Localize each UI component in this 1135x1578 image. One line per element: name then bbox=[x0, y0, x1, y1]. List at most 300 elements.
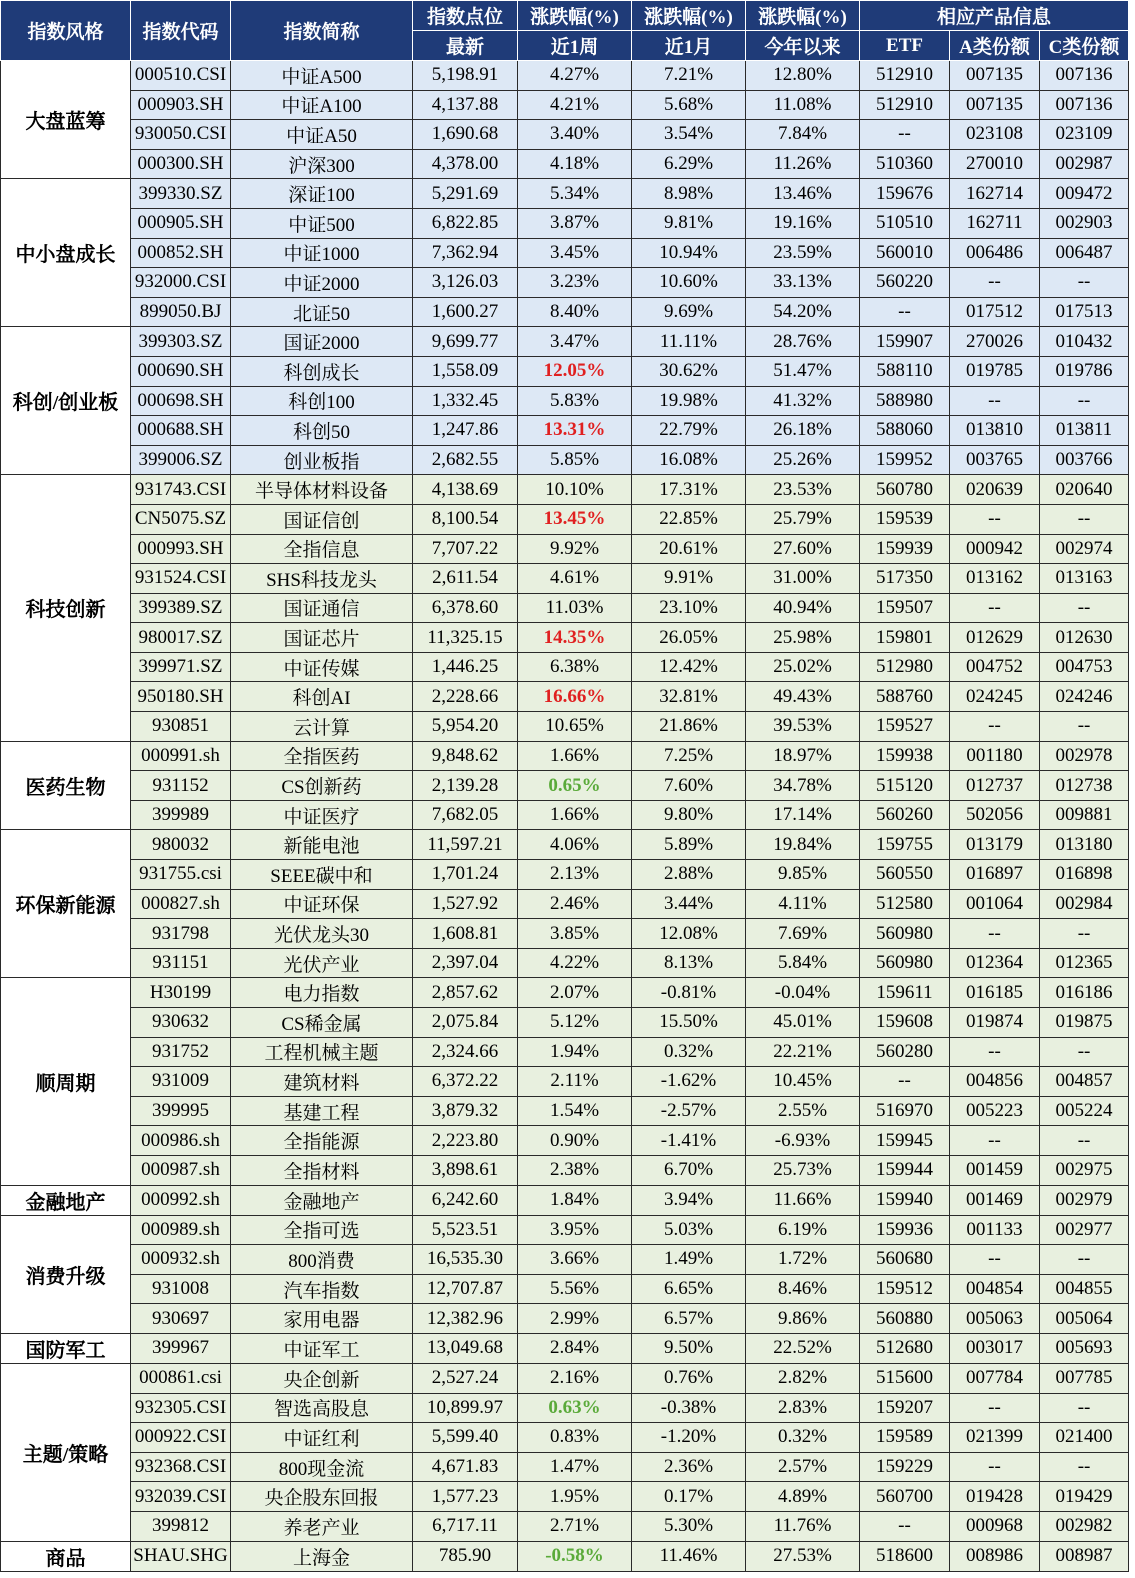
week-change-cell: 13.31% bbox=[518, 416, 632, 446]
table-row bbox=[1, 149, 1129, 179]
etf-cell: 159944 bbox=[860, 1155, 950, 1185]
a-share-cell: -- bbox=[950, 1452, 1040, 1482]
ytd-change-cell: 26.18% bbox=[746, 416, 860, 446]
month-change-cell: 12.08% bbox=[632, 919, 746, 949]
ytd-change-cell: 27.60% bbox=[746, 534, 860, 564]
etf-cell: 159539 bbox=[860, 504, 950, 534]
name-cell: 养老产业 bbox=[231, 1511, 413, 1541]
week-change-cell: 4.61% bbox=[518, 564, 632, 594]
ytd-change-cell: 12.80% bbox=[746, 61, 860, 91]
name-cell: 国证通信 bbox=[231, 593, 413, 623]
etf-cell: 159589 bbox=[860, 1423, 950, 1453]
ytd-change-cell: 10.45% bbox=[746, 1067, 860, 1097]
month-change-cell: -1.20% bbox=[632, 1423, 746, 1453]
week-change-cell: 3.23% bbox=[518, 268, 632, 298]
name-cell: 科创成长 bbox=[231, 356, 413, 386]
points-cell: 1,558.09 bbox=[413, 356, 518, 386]
name-cell: 央企股东回报 bbox=[231, 1482, 413, 1512]
week-change-cell: 0.63% bbox=[518, 1393, 632, 1423]
name-cell: 创业板指 bbox=[231, 445, 413, 475]
c-share-cell: 019875 bbox=[1040, 1008, 1129, 1038]
month-change-cell: 9.81% bbox=[632, 208, 746, 238]
c-share-cell: 004753 bbox=[1040, 652, 1129, 682]
ytd-change-cell: 25.26% bbox=[746, 445, 860, 475]
c-share-cell: 007785 bbox=[1040, 1363, 1129, 1393]
month-change-cell: 3.54% bbox=[632, 120, 746, 150]
c-share-cell: 024246 bbox=[1040, 682, 1129, 712]
points-cell: 6,822.85 bbox=[413, 208, 518, 238]
a-share-cell: 270026 bbox=[950, 327, 1040, 357]
name-cell: 北证50 bbox=[231, 297, 413, 327]
code-cell: 399995 bbox=[131, 1096, 231, 1126]
month-change-cell: 30.62% bbox=[632, 356, 746, 386]
etf-cell: 159945 bbox=[860, 1126, 950, 1156]
ytd-change-cell: 9.85% bbox=[746, 860, 860, 890]
c-share-cell: 002903 bbox=[1040, 208, 1129, 238]
ytd-change-cell: 45.01% bbox=[746, 1008, 860, 1038]
a-share-cell: 019874 bbox=[950, 1008, 1040, 1038]
a-share-cell: 502056 bbox=[950, 800, 1040, 830]
week-change-cell: 2.71% bbox=[518, 1511, 632, 1541]
a-share-cell: 007784 bbox=[950, 1363, 1040, 1393]
table-row bbox=[1, 534, 1129, 564]
c-share-cell: 021400 bbox=[1040, 1423, 1129, 1453]
table-row bbox=[1, 712, 1129, 742]
a-share-cell: 012364 bbox=[950, 948, 1040, 978]
name-cell: 中证军工 bbox=[231, 1333, 413, 1363]
week-change-cell: 5.12% bbox=[518, 1008, 632, 1038]
ytd-change-cell: 7.84% bbox=[746, 120, 860, 150]
table-row bbox=[1, 860, 1129, 890]
a-share-cell: 001459 bbox=[950, 1155, 1040, 1185]
month-change-cell: 5.68% bbox=[632, 90, 746, 120]
etf-cell: 560980 bbox=[860, 948, 950, 978]
a-share-cell: -- bbox=[950, 1037, 1040, 1067]
week-change-cell: 1.47% bbox=[518, 1452, 632, 1482]
week-change-cell: 2.13% bbox=[518, 860, 632, 890]
c-share-cell: -- bbox=[1040, 593, 1129, 623]
a-share-cell: 019428 bbox=[950, 1482, 1040, 1512]
points-cell: 1,690.68 bbox=[413, 120, 518, 150]
ytd-change-cell: 23.53% bbox=[746, 475, 860, 505]
ytd-change-cell: 5.84% bbox=[746, 948, 860, 978]
month-change-cell: 17.31% bbox=[632, 475, 746, 505]
points-cell: 1,446.25 bbox=[413, 652, 518, 682]
ytd-change-cell: 9.86% bbox=[746, 1304, 860, 1334]
a-share-cell: 001180 bbox=[950, 741, 1040, 771]
month-change-cell: 8.13% bbox=[632, 948, 746, 978]
c-share-cell: -- bbox=[1040, 1245, 1129, 1275]
code-cell: H30199 bbox=[131, 978, 231, 1008]
name-cell: 沪深300 bbox=[231, 149, 413, 179]
etf-cell: 560280 bbox=[860, 1037, 950, 1067]
table-row bbox=[1, 1452, 1129, 1482]
a-share-cell: 001064 bbox=[950, 889, 1040, 919]
month-change-cell: 6.65% bbox=[632, 1274, 746, 1304]
ytd-change-cell: 22.21% bbox=[746, 1037, 860, 1067]
name-cell: 半导体材料设备 bbox=[231, 475, 413, 505]
table-body bbox=[1, 61, 1129, 1572]
etf-cell: 159611 bbox=[860, 978, 950, 1008]
table-row bbox=[1, 356, 1129, 386]
week-change-cell: 9.92% bbox=[518, 534, 632, 564]
points-cell: 5,198.91 bbox=[413, 61, 518, 91]
c-share-cell: 005224 bbox=[1040, 1096, 1129, 1126]
code-cell: 000922.CSI bbox=[131, 1423, 231, 1453]
code-cell: 000986.sh bbox=[131, 1126, 231, 1156]
header-change-week: 涨跌幅(%) bbox=[518, 1, 632, 31]
name-cell: 光伏产业 bbox=[231, 948, 413, 978]
code-cell: 000905.SH bbox=[131, 208, 231, 238]
name-cell: CS稀金属 bbox=[231, 1008, 413, 1038]
ytd-change-cell: 2.83% bbox=[746, 1393, 860, 1423]
week-change-cell: 2.46% bbox=[518, 889, 632, 919]
c-share-cell: 007136 bbox=[1040, 90, 1129, 120]
ytd-change-cell: 51.47% bbox=[746, 356, 860, 386]
c-share-cell: 019786 bbox=[1040, 356, 1129, 386]
code-cell: 000852.SH bbox=[131, 238, 231, 268]
etf-cell: 159512 bbox=[860, 1274, 950, 1304]
etf-cell: -- bbox=[860, 297, 950, 327]
c-share-cell: 012738 bbox=[1040, 771, 1129, 801]
c-share-cell: 016186 bbox=[1040, 978, 1129, 1008]
name-cell: 科创50 bbox=[231, 416, 413, 446]
name-cell: SEEE碳中和 bbox=[231, 860, 413, 890]
month-change-cell: 26.05% bbox=[632, 623, 746, 653]
code-cell: 399971.SZ bbox=[131, 652, 231, 682]
points-cell: 1,600.27 bbox=[413, 297, 518, 327]
ytd-change-cell: 17.14% bbox=[746, 800, 860, 830]
name-cell: 中证红利 bbox=[231, 1423, 413, 1453]
month-change-cell: 6.57% bbox=[632, 1304, 746, 1334]
table-row bbox=[1, 268, 1129, 298]
table-row bbox=[1, 1423, 1129, 1453]
table-row bbox=[1, 1274, 1129, 1304]
name-cell: 国证信创 bbox=[231, 504, 413, 534]
header-code: 指数代码 bbox=[131, 1, 231, 61]
name-cell: 中证500 bbox=[231, 208, 413, 238]
month-change-cell: 9.91% bbox=[632, 564, 746, 594]
table-row bbox=[1, 564, 1129, 594]
subheader-latest: 最新 bbox=[413, 31, 518, 61]
c-share-cell: 012365 bbox=[1040, 948, 1129, 978]
table-row bbox=[1, 978, 1129, 1008]
name-cell: 汽车指数 bbox=[231, 1274, 413, 1304]
a-share-cell: 013162 bbox=[950, 564, 1040, 594]
points-cell: 1,608.81 bbox=[413, 919, 518, 949]
ytd-change-cell: 4.11% bbox=[746, 889, 860, 919]
a-share-cell: 162711 bbox=[950, 208, 1040, 238]
a-share-cell: 006486 bbox=[950, 238, 1040, 268]
week-change-cell: 2.11% bbox=[518, 1067, 632, 1097]
name-cell: 全指信息 bbox=[231, 534, 413, 564]
code-cell: 932368.CSI bbox=[131, 1452, 231, 1482]
month-change-cell: 11.11% bbox=[632, 327, 746, 357]
a-share-cell: 007135 bbox=[950, 90, 1040, 120]
table-row bbox=[1, 1096, 1129, 1126]
week-change-cell: 13.45% bbox=[518, 504, 632, 534]
code-cell: 000991.sh bbox=[131, 741, 231, 771]
ytd-change-cell: 13.46% bbox=[746, 179, 860, 209]
etf-cell: 159676 bbox=[860, 179, 950, 209]
week-change-cell: 3.45% bbox=[518, 238, 632, 268]
category-cell: 科创/创业板 bbox=[1, 327, 131, 475]
month-change-cell: 7.60% bbox=[632, 771, 746, 801]
table-row bbox=[1, 179, 1129, 209]
ytd-change-cell: 11.26% bbox=[746, 149, 860, 179]
month-change-cell: 9.80% bbox=[632, 800, 746, 830]
month-change-cell: 0.76% bbox=[632, 1363, 746, 1393]
etf-cell: 588060 bbox=[860, 416, 950, 446]
week-change-cell: 2.38% bbox=[518, 1155, 632, 1185]
points-cell: 1,332.45 bbox=[413, 386, 518, 416]
etf-cell: -- bbox=[860, 120, 950, 150]
a-share-cell: -- bbox=[950, 712, 1040, 742]
code-cell: 932000.CSI bbox=[131, 268, 231, 298]
points-cell: 1,577.23 bbox=[413, 1482, 518, 1512]
name-cell: 智选高股息 bbox=[231, 1393, 413, 1423]
week-change-cell: 3.66% bbox=[518, 1245, 632, 1275]
c-share-cell: 002982 bbox=[1040, 1511, 1129, 1541]
week-change-cell: 0.90% bbox=[518, 1126, 632, 1156]
name-cell: 全指能源 bbox=[231, 1126, 413, 1156]
name-cell: 深证100 bbox=[231, 179, 413, 209]
subheader-c-share: C类份额 bbox=[1040, 31, 1129, 61]
etf-cell: 159507 bbox=[860, 593, 950, 623]
table-row bbox=[1, 1541, 1129, 1571]
c-share-cell: -- bbox=[1040, 268, 1129, 298]
a-share-cell: -- bbox=[950, 1245, 1040, 1275]
week-change-cell: 2.16% bbox=[518, 1363, 632, 1393]
a-share-cell: 001133 bbox=[950, 1215, 1040, 1245]
header-change-month: 涨跌幅(%) bbox=[632, 1, 746, 31]
etf-cell: 159527 bbox=[860, 712, 950, 742]
points-cell: 2,228.66 bbox=[413, 682, 518, 712]
week-change-cell: 2.84% bbox=[518, 1333, 632, 1363]
points-cell: 2,611.54 bbox=[413, 564, 518, 594]
points-cell: 5,954.20 bbox=[413, 712, 518, 742]
etf-cell: 515120 bbox=[860, 771, 950, 801]
table-row bbox=[1, 1008, 1129, 1038]
etf-cell: 560780 bbox=[860, 475, 950, 505]
subheader-week: 近1周 bbox=[518, 31, 632, 61]
week-change-cell: 16.66% bbox=[518, 682, 632, 712]
a-share-cell: -- bbox=[950, 268, 1040, 298]
points-cell: 5,599.40 bbox=[413, 1423, 518, 1453]
etf-cell: 512580 bbox=[860, 889, 950, 919]
table-row bbox=[1, 1333, 1129, 1363]
month-change-cell: -1.62% bbox=[632, 1067, 746, 1097]
c-share-cell: 010432 bbox=[1040, 327, 1129, 357]
c-share-cell: -- bbox=[1040, 504, 1129, 534]
points-cell: 7,362.94 bbox=[413, 238, 518, 268]
week-change-cell: 1.54% bbox=[518, 1096, 632, 1126]
etf-cell: 512910 bbox=[860, 61, 950, 91]
ytd-change-cell: 8.46% bbox=[746, 1274, 860, 1304]
name-cell: 基建工程 bbox=[231, 1096, 413, 1126]
month-change-cell: 1.49% bbox=[632, 1245, 746, 1275]
name-cell: 科创100 bbox=[231, 386, 413, 416]
week-change-cell: 5.34% bbox=[518, 179, 632, 209]
c-share-cell: 013811 bbox=[1040, 416, 1129, 446]
month-change-cell: 10.60% bbox=[632, 268, 746, 298]
table-row bbox=[1, 1037, 1129, 1067]
ytd-change-cell: 22.52% bbox=[746, 1333, 860, 1363]
month-change-cell: 22.79% bbox=[632, 416, 746, 446]
name-cell: 金融地产 bbox=[231, 1185, 413, 1215]
c-share-cell: 007136 bbox=[1040, 61, 1129, 91]
table-row bbox=[1, 386, 1129, 416]
etf-cell: 159940 bbox=[860, 1185, 950, 1215]
month-change-cell: 6.70% bbox=[632, 1155, 746, 1185]
ytd-change-cell: 0.32% bbox=[746, 1423, 860, 1453]
week-change-cell: 8.40% bbox=[518, 297, 632, 327]
table-row bbox=[1, 652, 1129, 682]
ytd-change-cell: 2.55% bbox=[746, 1096, 860, 1126]
table-row bbox=[1, 1185, 1129, 1215]
etf-cell: 560980 bbox=[860, 919, 950, 949]
points-cell: 3,898.61 bbox=[413, 1155, 518, 1185]
etf-cell: 159907 bbox=[860, 327, 950, 357]
category-cell: 科技创新 bbox=[1, 475, 131, 741]
a-share-cell: 019785 bbox=[950, 356, 1040, 386]
points-cell: 6,372.22 bbox=[413, 1067, 518, 1097]
table-row bbox=[1, 1155, 1129, 1185]
a-share-cell: -- bbox=[950, 386, 1040, 416]
etf-cell: 517350 bbox=[860, 564, 950, 594]
a-share-cell: 005223 bbox=[950, 1096, 1040, 1126]
code-cell: 000992.sh bbox=[131, 1185, 231, 1215]
c-share-cell: 002984 bbox=[1040, 889, 1129, 919]
ytd-change-cell: 4.89% bbox=[746, 1482, 860, 1512]
points-cell: 9,848.62 bbox=[413, 741, 518, 771]
week-change-cell: 3.47% bbox=[518, 327, 632, 357]
a-share-cell: -- bbox=[950, 1393, 1040, 1423]
week-change-cell: 4.27% bbox=[518, 61, 632, 91]
table-row bbox=[1, 1363, 1129, 1393]
month-change-cell: 5.30% bbox=[632, 1511, 746, 1541]
points-cell: 4,137.88 bbox=[413, 90, 518, 120]
etf-cell: 560550 bbox=[860, 860, 950, 890]
subheader-etf: ETF bbox=[860, 31, 950, 61]
table-row bbox=[1, 504, 1129, 534]
a-share-cell: 001469 bbox=[950, 1185, 1040, 1215]
month-change-cell: 9.50% bbox=[632, 1333, 746, 1363]
week-change-cell: 1.95% bbox=[518, 1482, 632, 1512]
code-cell: 930050.CSI bbox=[131, 120, 231, 150]
a-share-cell: 000942 bbox=[950, 534, 1040, 564]
code-cell: 399389.SZ bbox=[131, 593, 231, 623]
code-cell: 399303.SZ bbox=[131, 327, 231, 357]
etf-cell: -- bbox=[860, 1067, 950, 1097]
name-cell: 科创AI bbox=[231, 682, 413, 712]
ytd-change-cell: 7.69% bbox=[746, 919, 860, 949]
code-cell: 000903.SH bbox=[131, 90, 231, 120]
code-cell: 931752 bbox=[131, 1037, 231, 1067]
a-share-cell: 012737 bbox=[950, 771, 1040, 801]
c-share-cell: 004857 bbox=[1040, 1067, 1129, 1097]
table-row bbox=[1, 208, 1129, 238]
table-row bbox=[1, 90, 1129, 120]
etf-cell: -- bbox=[860, 1511, 950, 1541]
c-share-cell: -- bbox=[1040, 1393, 1129, 1423]
week-change-cell: 0.65% bbox=[518, 771, 632, 801]
c-share-cell: 012630 bbox=[1040, 623, 1129, 653]
week-change-cell: 5.56% bbox=[518, 1274, 632, 1304]
week-change-cell: 6.38% bbox=[518, 652, 632, 682]
table-row bbox=[1, 1126, 1129, 1156]
etf-cell: 159938 bbox=[860, 741, 950, 771]
week-change-cell: 12.05% bbox=[518, 356, 632, 386]
c-share-cell: 009472 bbox=[1040, 179, 1129, 209]
ytd-change-cell: 2.82% bbox=[746, 1363, 860, 1393]
points-cell: 10,899.97 bbox=[413, 1393, 518, 1423]
code-cell: 899050.BJ bbox=[131, 297, 231, 327]
ytd-change-cell: 33.13% bbox=[746, 268, 860, 298]
ytd-change-cell: 19.16% bbox=[746, 208, 860, 238]
code-cell: 931151 bbox=[131, 948, 231, 978]
a-share-cell: 004752 bbox=[950, 652, 1040, 682]
month-change-cell: 7.21% bbox=[632, 61, 746, 91]
code-cell: 931008 bbox=[131, 1274, 231, 1304]
week-change-cell: 3.95% bbox=[518, 1215, 632, 1245]
month-change-cell: 16.08% bbox=[632, 445, 746, 475]
category-cell: 医药生物 bbox=[1, 741, 131, 830]
points-cell: 6,242.60 bbox=[413, 1185, 518, 1215]
points-cell: 2,075.84 bbox=[413, 1008, 518, 1038]
c-share-cell: 009881 bbox=[1040, 800, 1129, 830]
etf-cell: 159952 bbox=[860, 445, 950, 475]
points-cell: 11,597.21 bbox=[413, 830, 518, 860]
code-cell: 930632 bbox=[131, 1008, 231, 1038]
points-cell: 4,671.83 bbox=[413, 1452, 518, 1482]
table-row bbox=[1, 1393, 1129, 1423]
name-cell: 国证2000 bbox=[231, 327, 413, 357]
code-cell: 931755.csi bbox=[131, 860, 231, 890]
code-cell: 399006.SZ bbox=[131, 445, 231, 475]
ytd-change-cell: 39.53% bbox=[746, 712, 860, 742]
name-cell: 中证A500 bbox=[231, 61, 413, 91]
code-cell: 399812 bbox=[131, 1511, 231, 1541]
table-row bbox=[1, 61, 1129, 91]
c-share-cell: 005693 bbox=[1040, 1333, 1129, 1363]
a-share-cell: 008986 bbox=[950, 1541, 1040, 1571]
name-cell: 国证芯片 bbox=[231, 623, 413, 653]
points-cell: 13,049.68 bbox=[413, 1333, 518, 1363]
week-change-cell: 2.99% bbox=[518, 1304, 632, 1334]
name-cell: 云计算 bbox=[231, 712, 413, 742]
c-share-cell: 002979 bbox=[1040, 1185, 1129, 1215]
points-cell: 5,291.69 bbox=[413, 179, 518, 209]
a-share-cell: 003765 bbox=[950, 445, 1040, 475]
etf-cell: 159939 bbox=[860, 534, 950, 564]
points-cell: 2,527.24 bbox=[413, 1363, 518, 1393]
week-change-cell: 3.85% bbox=[518, 919, 632, 949]
table-row bbox=[1, 800, 1129, 830]
table-row bbox=[1, 1067, 1129, 1097]
category-cell: 环保新能源 bbox=[1, 830, 131, 978]
a-share-cell: 013179 bbox=[950, 830, 1040, 860]
name-cell: 中证A50 bbox=[231, 120, 413, 150]
month-change-cell: 2.36% bbox=[632, 1452, 746, 1482]
week-change-cell: -0.58% bbox=[518, 1541, 632, 1571]
points-cell: 2,139.28 bbox=[413, 771, 518, 801]
c-share-cell: 020640 bbox=[1040, 475, 1129, 505]
code-cell: 931009 bbox=[131, 1067, 231, 1097]
ytd-change-cell: 18.97% bbox=[746, 741, 860, 771]
table-row bbox=[1, 682, 1129, 712]
points-cell: 1,527.92 bbox=[413, 889, 518, 919]
